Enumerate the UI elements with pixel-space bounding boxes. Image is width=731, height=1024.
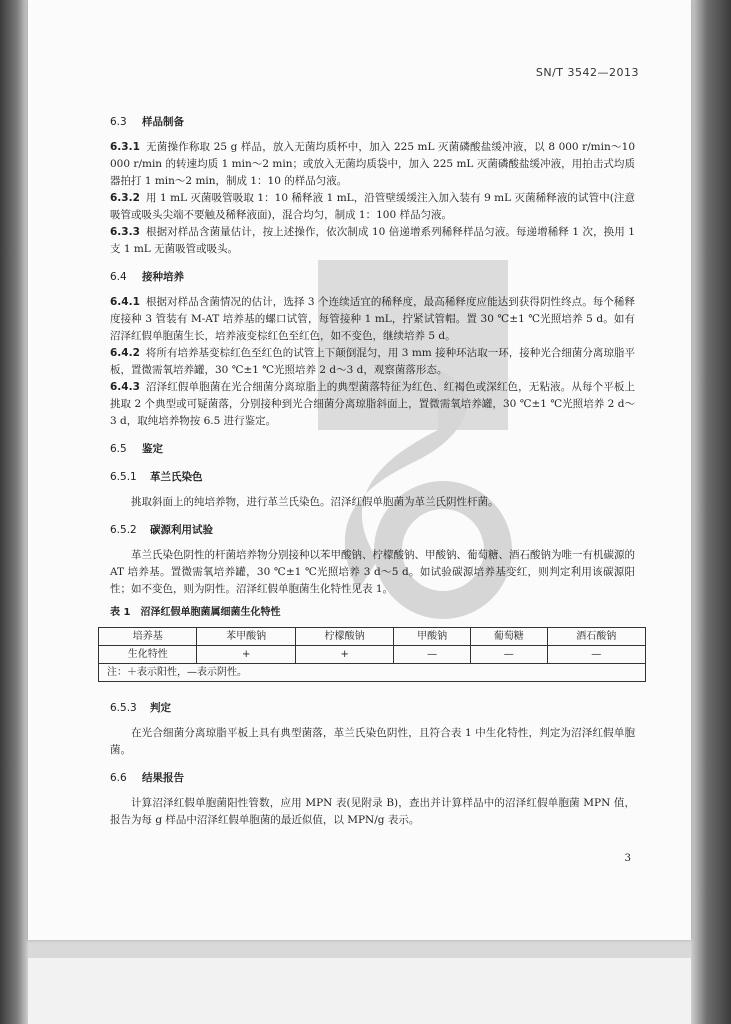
viewer-right-edge — [691, 0, 731, 1024]
table-header-cell: 甲酸钠 — [394, 628, 471, 646]
paragraph-6-5-3: 在光合细菌分离琼脂平板上具有典型菌落，革兰氏染色阴性，且符合表 1 中生化特性，判定为沼泽红假单胞菌。 — [110, 727, 635, 756]
subsection-6-5-1-heading: 6.5.1 革兰氏染色 — [110, 471, 203, 483]
standard-number: SN/T 3542—2013 — [535, 66, 639, 79]
clause-6-4-3: 6.4.3 沼泽红假单胞菌在光合细菌分离琼脂上的典型菌落特征为红色、红褐色或深红色，无粘液。从每个平板上挑取 2 个典型或可疑菌落，分别接种到光合细菌分离琼脂斜面上，置微需氧培养罐，30 ℃±1 ℃光照培养 2 d～3 d，取纯培养物按 6.5 进行鉴定。 — [110, 381, 635, 427]
section-6-6-heading: 6.6 结果报告 — [110, 772, 184, 784]
subsection-6-5-2-heading: 6.5.2 碳源利用试验 — [110, 524, 213, 536]
page-number: 3 — [624, 853, 631, 864]
table-1-caption: 表 1 沼泽红假单胞菌属细菌生化特性 — [110, 607, 281, 618]
table-header-cell: 柠檬酸钠 — [295, 628, 393, 646]
document-page — [28, 0, 691, 940]
clause-6-3-1: 6.3.1 无菌操作称取 25 g 样品，放入无菌均质杯中，加入 225 mL 灭菌磷酸盐缓冲液，以 8 000 r/min～10 000 r/min 的转速均质 1 min～2 min；或放入无菌均质袋中，加入 225 mL 灭菌磷酸盐缓冲液，用拍击式均质器拍打 1 min～2 min，制成 1：10 的样品匀液。 — [110, 141, 635, 187]
viewer-left-edge — [0, 0, 28, 1024]
table-header-cell: 葡萄糖 — [470, 628, 547, 646]
paragraph-6-5-1: 挑取斜面上的纯培养物，进行革兰氏染色。沼泽红假单胞菌为革兰氏阴性杆菌。 — [131, 496, 499, 508]
table-header-cell: 培养基 — [99, 628, 197, 646]
clause-6-3-3: 6.3.3 根据对样品含菌量估计，按上述操作，依次制成 10 倍递增系列稀释样品匀液。每递增稀释 1 次，换用 1 支 1 mL 无菌吸管或吸头。 — [110, 226, 635, 255]
table-row — [99, 646, 646, 664]
table-cell: 生化特性 — [99, 646, 197, 664]
section-6-3-heading: 6.3 样品制备 — [110, 116, 184, 128]
table-cell: — — [547, 646, 645, 664]
section-6-5-heading: 6.5 鉴定 — [110, 443, 163, 455]
clause-6-3-2: 6.3.2 用 1 mL 灭菌吸管吸取 1：10 稀释液 1 mL，沿管壁缓缓注入加入装有 9 mL 灭菌稀释液的试管中(注意吸管或吸头尖端不要触及稀释液面)，混合均匀，制成 1：100 样品匀液。 — [110, 192, 635, 221]
subsection-6-5-3-heading: 6.5.3 判定 — [110, 702, 171, 714]
document-body — [107, 103, 635, 829]
table-cell: + — [295, 646, 393, 664]
table-cell: + — [197, 646, 295, 664]
section-6-4-heading: 6.4 接种培养 — [110, 271, 184, 283]
table-note: 注：＋表示阳性，—表示阴性。 — [99, 664, 646, 682]
table-1 — [98, 627, 646, 682]
paragraph-6-6: 计算沼泽红假单胞菌阳性管数，应用 MPN 表(见附录 B)，查出并计算样品中的沼泽红假单胞菌 MPN 值，报告为每 g 样品中沼泽红假单胞菌的最近似值，以 MPN/g 表示。 — [110, 797, 635, 826]
table-header-row — [99, 628, 646, 646]
table-cell: — — [394, 646, 471, 664]
clause-6-4-2: 6.4.2 将所有培养基变棕红色至红色的试管上下颠倒混匀，用 3 mm 接种环沾取一环，接种光合细菌分离琼脂平板，置微需氧培养罐，30 ℃±1 ℃光照培养 2 d～3 d，观察菌落形态。 — [110, 347, 635, 376]
next-page-preview — [28, 958, 691, 1024]
table-cell: — — [470, 646, 547, 664]
table-header-cell: 酒石酸钠 — [547, 628, 645, 646]
clause-6-4-1: 6.4.1 根据对样品含菌情况的估计，选择 3 个连续适宜的稀释度，最高稀释度应能达到获得阴性终点。每个稀释度接种 3 管装有 M-AT 培养基的螺口试管，每管接种 1 mL，拧紧试管帽。置 30 ℃±1 ℃光照培养 5 d。如有沼泽红假单胞菌生长，培养液变棕红色至红色，如不变色，继续培养 5 d。 — [110, 296, 635, 342]
table-note-row — [99, 664, 646, 682]
paragraph-6-5-2: 革兰氏染色阴性的杆菌培养物分别接种以苯甲酸钠、柠檬酸钠、甲酸钠、葡萄糖、酒石酸钠为唯一有机碳源的 AT 培养基。置微需氧培养罐，30 ℃±1 ℃光照培养 3 d～5 d。如试验碳源培养基变红，则判定利用该碳源阳性；如不变色，则为阴性。沼泽红假单胞菌生化特性见表 1。 — [110, 549, 635, 595]
table-header-cell: 苯甲酸钠 — [197, 628, 295, 646]
